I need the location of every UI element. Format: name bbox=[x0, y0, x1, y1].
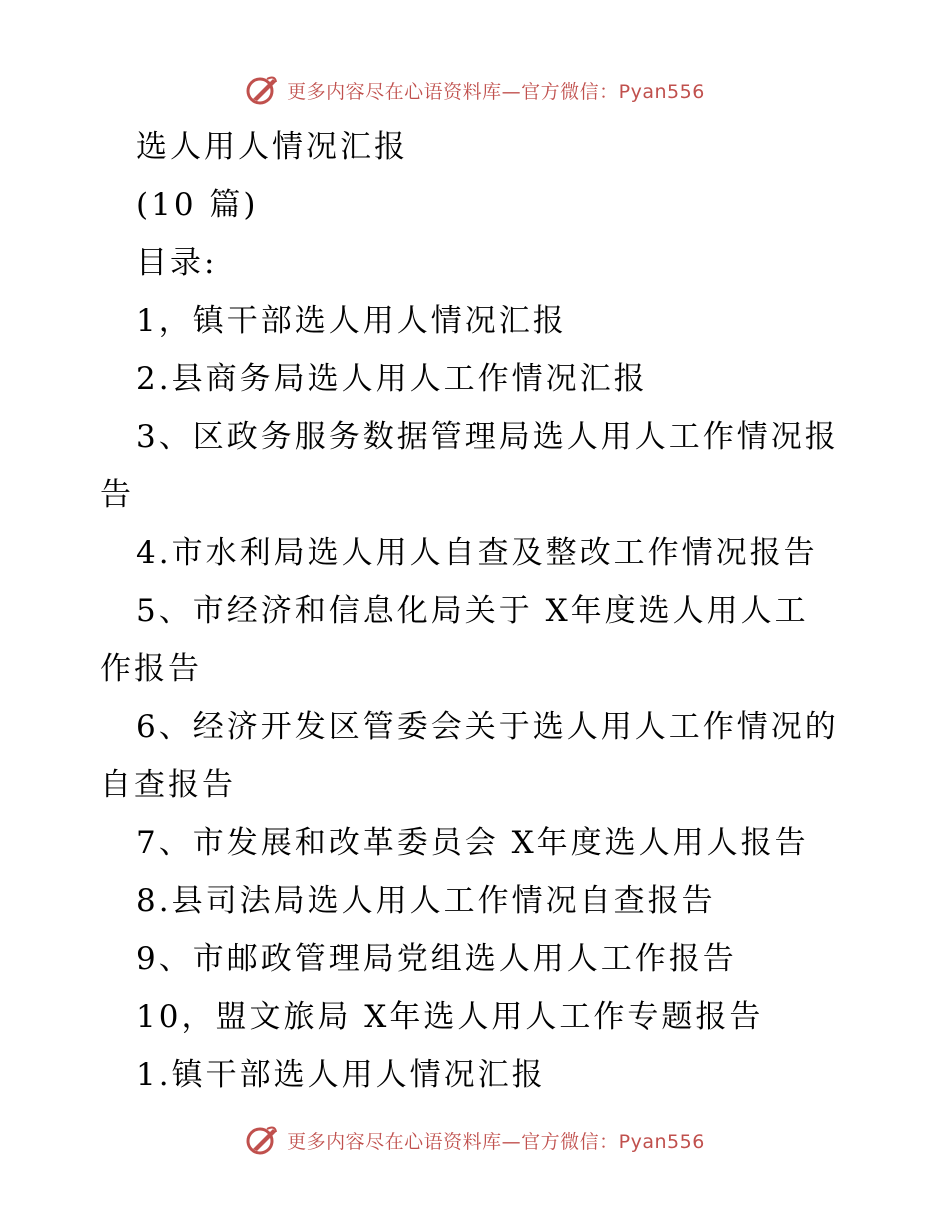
section-heading: 1.镇干部选人用人情况汇报 bbox=[136, 1057, 546, 1093]
toc-item-10: 10，盟文旅局 X年选人用人工作专题报告 bbox=[136, 999, 764, 1035]
quill-pen-logo-icon bbox=[245, 73, 279, 107]
toc-item-3: 3、区政务服务数据管理局选人用人工作情况报告 bbox=[100, 419, 839, 513]
banner-text: 更多内容尽在心语资料库—官方微信：Pyan556 bbox=[287, 80, 705, 103]
banner-text: 更多内容尽在心语资料库—官方微信：Pyan556 bbox=[287, 1130, 705, 1153]
footer-banner bbox=[0, 1120, 950, 1160]
header-banner bbox=[0, 70, 950, 110]
toc-label: 目录: bbox=[136, 245, 218, 281]
toc-item-4: 4.市水利局选人用人自查及整改工作情况报告 bbox=[136, 535, 818, 571]
toc-item-6: 6、经济开发区管委会关于选人用人工作情况的自查报告 bbox=[100, 709, 839, 803]
toc-item-1: 1，镇干部选人用人情况汇报 bbox=[136, 303, 567, 339]
toc-item-8: 8.县司法局选人用人工作情况自查报告 bbox=[136, 883, 716, 919]
quill-pen-logo-icon bbox=[245, 1123, 279, 1157]
toc-item-9: 9、市邮政管理局党组选人用人工作报告 bbox=[136, 941, 737, 977]
toc-item-2: 2.县商务局选人用人工作情况汇报 bbox=[136, 361, 648, 397]
document-subtitle: (10 篇) bbox=[136, 187, 259, 223]
toc-item-7: 7、市发展和改革委员会 X年度选人用人报告 bbox=[136, 825, 809, 861]
document-body bbox=[100, 118, 840, 1104]
document-title: 选人用人情况汇报 bbox=[136, 129, 408, 165]
toc-item-5: 5、市经济和信息化局关于 X年度选人用人工作报告 bbox=[100, 593, 809, 687]
